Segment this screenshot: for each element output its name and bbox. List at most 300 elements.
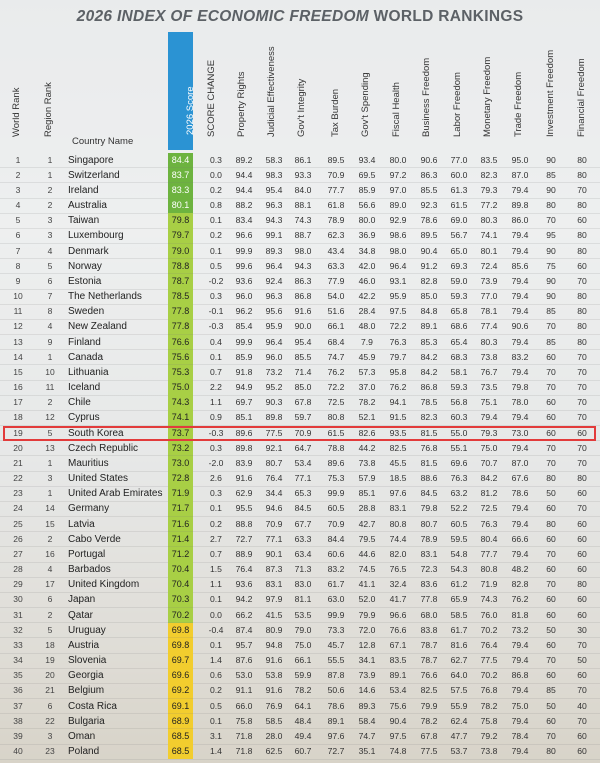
page-title [0,8,600,26]
property-rights-cell: 88.8 [235,518,253,529]
property-rights-cell: 96.6 [235,230,253,241]
header-score-change: SCORE CHANGE [206,59,217,137]
labor-cell: 53.7 [450,746,468,757]
monetary-cell: 71.9 [480,579,498,590]
country-name-cell: Taiwan [68,215,100,227]
property-rights-cell: 91.6 [235,473,253,484]
score-change-cell: 2.6 [210,473,222,484]
monetary-cell: 74.3 [480,594,498,605]
financial-cell: 60 [577,564,587,575]
fiscal-health-cell: 76.2 [389,382,407,393]
world-rank-cell: 17 [13,397,23,408]
world-rank-cell: 3 [15,184,21,195]
judicial-cell: 96.3 [265,291,283,302]
investment-cell: 70 [546,730,556,741]
financial-cell: 70 [577,382,587,393]
region-rank-cell: 17 [45,579,55,590]
monetary-cell: 76.8 [480,685,498,696]
tax-burden-cell: 83.2 [327,564,345,575]
business-cell: 80.7 [420,518,438,529]
region-rank-cell: 2 [47,200,53,210]
score-cell: 71.9 [168,486,193,501]
judicial-cell: 92.1 [265,442,283,453]
region-rank-cell: 6 [47,700,53,711]
govt-integrity-cell: 90.0 [294,321,312,332]
world-rank-cell: 29 [13,579,23,590]
header-world-rank: World Rank [11,87,22,137]
govt-integrity-cell: 63.3 [294,533,312,544]
trade-cell: 79.4 [511,655,529,666]
score-cell: 70.2 [168,608,193,623]
business-cell: 91.2 [420,260,438,271]
score-cell: 69.8 [168,638,193,653]
govt-integrity-cell: 65.3 [294,488,312,499]
property-rights-cell: 71.8 [235,730,253,741]
table-row [0,699,600,714]
judicial-cell: 90.1 [265,548,283,559]
fiscal-health-cell: 97.2 [389,169,407,180]
govt-integrity-cell: 77.1 [294,473,312,484]
monetary-cell: 79.3 [480,427,498,438]
country-name-cell: Singapore [68,154,114,166]
table-row [0,486,600,501]
header-labor: Labor Freedom [452,72,463,137]
trade-cell: 79.4 [511,412,529,423]
world-rank-cell: 14 [13,351,23,362]
score-change-cell: 2.7 [210,533,222,544]
labor-cell: 61.5 [450,200,468,210]
labor-cell: 62.4 [450,715,468,726]
govt-integrity-cell: 75.0 [294,639,312,650]
business-cell: 78.7 [420,639,438,650]
trade-cell: 78.4 [511,730,529,741]
property-rights-cell: 91.8 [235,366,253,377]
world-rank-cell: 28 [13,564,23,575]
score-cell: 73.2 [168,441,193,456]
labor-cell: 76.3 [450,473,468,484]
header-fiscal-health: Fiscal Health [391,82,402,137]
fiscal-health-cell: 89.1 [389,670,407,681]
world-rank-cell: 31 [13,609,23,620]
judicial-cell: 80.7 [265,457,283,468]
country-name-cell: Switzerland [68,169,120,181]
score-cell: 75.3 [168,365,193,380]
judicial-cell: 89.3 [265,245,283,256]
property-rights-cell: 99.6 [235,260,253,271]
labor-cell: 63.2 [450,488,468,499]
financial-cell: 70 [577,457,587,468]
tax-burden-cell: 61.5 [327,427,345,438]
financial-cell: 80 [577,473,587,484]
govt-integrity-cell: 88.1 [294,200,312,210]
labor-cell: 62.7 [450,655,468,666]
govt-spending-cell: 57.9 [358,473,376,484]
header-govt-integrity: Gov't Integrity [296,78,307,137]
score-cell: 84.4 [168,153,193,168]
investment-cell: 85 [546,306,556,317]
trade-cell: 90.6 [511,321,529,332]
investment-cell: 90 [546,275,556,286]
govt-integrity-cell: 86.1 [294,154,312,165]
financial-cell: 60 [577,215,587,226]
fiscal-health-cell: 96.4 [389,260,407,271]
table-row [0,335,600,350]
investment-cell: 50 [546,700,556,711]
trade-cell: 79.4 [511,639,529,650]
business-cell: 78.9 [420,533,438,544]
property-rights-cell: 93.6 [235,275,253,286]
financial-cell: 60 [577,260,587,271]
world-rank-cell: 22 [13,473,23,484]
financial-cell: 70 [577,715,587,726]
property-rights-cell: 83.4 [235,215,253,226]
labor-cell: 55.9 [450,700,468,711]
score-change-cell: 1.4 [210,655,222,666]
country-name-cell: Portugal [68,548,106,560]
fiscal-health-cell: 93.5 [389,427,407,438]
tax-burden-cell: 74.7 [327,351,345,362]
govt-integrity-cell: 83.0 [294,579,312,590]
region-rank-cell: 1 [47,154,53,165]
table-row [0,350,600,365]
govt-integrity-cell: 53.5 [294,609,312,620]
score-cell: 79.8 [168,213,193,228]
investment-cell: 90 [546,154,556,165]
table-row [0,456,600,471]
trade-cell: 79.4 [511,746,529,757]
trade-cell: 67.6 [511,473,529,484]
govt-spending-cell: 7.9 [361,336,373,347]
country-name-cell: Mauritius [68,457,109,469]
property-rights-cell: 85.9 [235,351,253,362]
business-cell: 90.4 [420,245,438,256]
score-change-cell: 0.1 [210,351,222,362]
score-change-cell: 1.5 [210,564,222,575]
tax-burden-cell: 73.3 [327,624,345,635]
business-cell: 85.0 [420,291,438,302]
score-cell: 68.9 [168,714,193,729]
govt-spending-cell: 79.5 [358,533,376,544]
monetary-cell: 72.4 [480,260,498,271]
fiscal-health-cell: 75.6 [389,700,407,711]
tax-burden-cell: 75.3 [327,473,345,484]
score-cell: 71.7 [168,501,193,516]
labor-cell: 69.0 [450,215,468,226]
govt-spending-cell: 44.2 [358,442,376,453]
trade-cell: 86.0 [511,215,529,226]
trade-cell: 81.8 [511,609,529,620]
investment-cell: 70 [546,655,556,666]
fiscal-health-cell: 89.0 [389,200,407,210]
judicial-cell: 95.2 [265,382,283,393]
fiscal-health-cell: 82.5 [389,442,407,453]
property-rights-cell: 94.4 [235,184,253,195]
labor-cell: 56.7 [450,230,468,241]
labor-cell: 58.5 [450,609,468,620]
govt-integrity-cell: 64.7 [294,442,312,453]
score-change-cell: 0.1 [210,245,222,256]
investment-cell: 80 [546,473,556,484]
fiscal-health-cell: 83.5 [389,655,407,666]
monetary-cell: 72.5 [480,503,498,514]
region-rank-cell: 1 [47,169,53,180]
govt-spending-cell: 28.4 [358,306,376,317]
monetary-cell: 77.7 [480,548,498,559]
judicial-cell: 83.1 [265,579,283,590]
govt-spending-cell: 72.0 [358,624,376,635]
labor-cell: 55.1 [450,442,468,453]
monetary-cell: 75.1 [480,397,498,408]
fiscal-health-cell: 80.8 [389,518,407,529]
trade-cell: 73.0 [511,427,529,438]
region-rank-cell: 14 [45,503,55,514]
score-cell: 83.3 [168,183,193,198]
property-rights-cell: 88.2 [235,200,253,210]
table-row [0,198,600,213]
judicial-cell: 76.4 [265,473,283,484]
tax-burden-cell: 61.7 [327,579,345,590]
financial-cell: 80 [577,321,587,332]
country-name-cell: United Kingdom [68,579,140,591]
country-name-cell: United States [68,473,129,485]
investment-cell: 60 [546,533,556,544]
fiscal-health-cell: 96.6 [389,609,407,620]
score-cell: 80.1 [168,198,193,213]
business-cell: 72.3 [420,564,438,575]
business-cell: 88.6 [420,473,438,484]
header-monetary: Monetary Freedom [482,56,493,137]
govt-integrity-cell: 95.4 [294,336,312,347]
monetary-cell: 74.1 [480,230,498,241]
trade-cell: 76.2 [511,594,529,605]
country-name-cell: Latvia [68,518,95,530]
score-change-cell: 0.0 [210,609,222,620]
tax-burden-cell: 70.9 [327,518,345,529]
financial-cell: 60 [577,746,587,757]
score-change-cell: 0.2 [210,184,222,195]
govt-integrity-cell: 85.0 [294,382,312,393]
tax-burden-cell: 77.7 [327,184,345,195]
business-cell: 78.7 [420,655,438,666]
investment-cell: 60 [546,594,556,605]
govt-integrity-cell: 67.7 [294,518,312,529]
govt-spending-cell: 93.4 [358,154,376,165]
region-rank-cell: 4 [47,321,53,332]
score-change-cell: 0.3 [210,291,222,302]
fiscal-health-cell: 45.5 [389,457,407,468]
monetary-cell: 70.7 [480,457,498,468]
tax-burden-cell: 50.6 [327,685,345,696]
table-row [0,592,600,607]
region-rank-cell: 2 [47,397,53,408]
trade-cell: 79.4 [511,291,529,302]
monetary-cell: 77.0 [480,291,498,302]
monetary-cell: 73.8 [480,351,498,362]
region-rank-cell: 22 [45,715,55,726]
labor-cell: 69.3 [450,260,468,271]
country-name-cell: Finland [68,336,101,348]
table-row [0,244,600,259]
investment-cell: 80 [546,200,556,210]
score-change-cell: 0.0 [210,169,222,180]
monetary-cell: 76.0 [480,609,498,620]
govt-spending-cell: 45.9 [358,351,376,362]
govt-integrity-cell: 91.6 [294,306,312,317]
table-row [0,501,600,516]
judicial-cell: 77.1 [265,533,283,544]
country-name-cell: Slovenia [68,655,107,667]
labor-cell: 59.0 [450,275,468,286]
business-cell: 86.3 [420,169,438,180]
score-change-cell: 0.8 [210,200,222,210]
fiscal-health-cell: 74.4 [389,533,407,544]
financial-cell: 70 [577,412,587,423]
region-rank-cell: 3 [47,473,53,484]
trade-cell: 79.4 [511,685,529,696]
score-change-cell: -0.2 [208,275,224,286]
score-change-cell: 1.4 [210,746,222,757]
fiscal-health-cell: 95.8 [389,366,407,377]
business-cell: 77.8 [420,594,438,605]
investment-cell: 70 [546,382,556,393]
judicial-cell: 91.6 [265,655,283,666]
world-rank-cell: 24 [13,503,23,514]
score-change-cell: 0.1 [210,594,222,605]
monetary-cell: 80.3 [480,336,498,347]
financial-cell: 80 [577,230,587,241]
govt-spending-cell: 42.0 [358,260,376,271]
govt-integrity-cell: 98.0 [294,245,312,256]
business-cell: 82.8 [420,275,438,286]
judicial-cell: 41.5 [265,609,283,620]
govt-integrity-cell: 85.5 [294,351,312,362]
region-rank-cell: 2 [47,184,53,195]
table-row [0,274,600,289]
region-rank-cell: 6 [47,275,53,286]
govt-spending-cell: 34.8 [358,245,376,256]
business-cell: 89.1 [420,321,438,332]
trade-cell: 89.8 [511,200,529,210]
region-rank-cell: 3 [47,215,53,226]
table-row [0,532,600,547]
score-cell: 78.5 [168,289,193,304]
govt-integrity-cell: 78.2 [294,685,312,696]
fiscal-health-cell: 95.9 [389,291,407,302]
world-rank-cell: 5 [15,215,21,226]
investment-cell: 60 [546,670,556,681]
row-divider [0,759,600,760]
business-cell: 83.8 [420,624,438,635]
financial-cell: 70 [577,442,587,453]
property-rights-cell: 89.2 [235,154,253,165]
investment-cell: 90 [546,245,556,256]
govt-integrity-cell: 49.4 [294,730,312,741]
investment-cell: 70 [546,321,556,332]
govt-integrity-cell: 84.0 [294,184,312,195]
govt-spending-cell: 57.3 [358,366,376,377]
header-judicial: Judicial Effectiveness [266,46,277,137]
govt-spending-cell: 34.1 [358,655,376,666]
world-rank-cell: 12 [13,321,23,332]
govt-spending-cell: 79.9 [358,609,376,620]
score-cell: 68.5 [168,729,193,744]
score-cell: 70.4 [168,562,193,577]
trade-cell: 79.8 [511,382,529,393]
fiscal-health-cell: 97.5 [389,306,407,317]
table-row [0,608,600,623]
govt-spending-cell: 78.2 [358,397,376,408]
trade-cell: 75.0 [511,700,529,711]
judicial-cell: 98.3 [265,169,283,180]
region-rank-cell: 4 [47,245,53,256]
property-rights-cell: 99.9 [235,336,253,347]
property-rights-cell: 94.4 [235,169,253,180]
tax-burden-cell: 62.3 [327,230,345,241]
financial-cell: 60 [577,548,587,559]
trade-cell: 79.4 [511,184,529,195]
govt-spending-cell: 37.0 [358,382,376,393]
tax-burden-cell: 97.6 [327,730,345,741]
govt-spending-cell: 82.6 [358,427,376,438]
fiscal-health-cell: 83.1 [389,503,407,514]
world-rank-cell: 34 [13,655,23,666]
region-rank-cell: 1 [47,457,53,468]
trade-cell: 79.4 [511,518,529,529]
property-rights-cell: 85.1 [235,412,253,423]
property-rights-cell: 99.9 [235,245,253,256]
investment-cell: 60 [546,412,556,423]
country-name-cell: Luxembourg [68,230,124,242]
property-rights-cell: 91.1 [235,685,253,696]
region-rank-cell: 15 [45,518,55,529]
fiscal-health-cell: 79.7 [389,351,407,362]
region-rank-cell: 2 [47,609,53,620]
business-cell: 89.5 [420,230,438,241]
labor-cell: 60.0 [450,169,468,180]
header-score-column [168,32,196,150]
govt-integrity-cell: 86.3 [294,275,312,286]
business-cell: 81.5 [420,457,438,468]
tax-burden-cell: 72.7 [327,746,345,757]
labor-cell: 55.0 [450,427,468,438]
world-rank-cell: 33 [13,639,23,650]
investment-cell: 85 [546,685,556,696]
fiscal-health-cell: 97.6 [389,488,407,499]
score-change-cell: 0.1 [210,715,222,726]
govt-spending-cell: 46.0 [358,275,376,286]
investment-cell: 70 [546,548,556,559]
monetary-cell: 76.4 [480,639,498,650]
govt-spending-cell: 52.0 [358,594,376,605]
govt-spending-cell: 41.1 [358,579,376,590]
judicial-cell: 90.3 [265,397,283,408]
fiscal-health-cell: 67.1 [389,639,407,650]
financial-cell: 30 [577,624,587,635]
financial-cell: 60 [577,594,587,605]
labor-cell: 68.3 [450,351,468,362]
region-rank-cell: 3 [47,230,53,241]
govt-integrity-cell: 81.1 [294,594,312,605]
score-cell: 71.6 [168,517,193,532]
govt-integrity-cell: 63.4 [294,548,312,559]
score-change-cell: -2.0 [208,457,224,468]
labor-cell: 54.3 [450,564,468,575]
monetary-cell: 70.2 [480,624,498,635]
govt-spending-cell: 58.4 [358,715,376,726]
score-cell: 83.7 [168,168,193,183]
region-rank-cell: 5 [47,260,53,271]
score-cell: 73.0 [168,456,193,471]
